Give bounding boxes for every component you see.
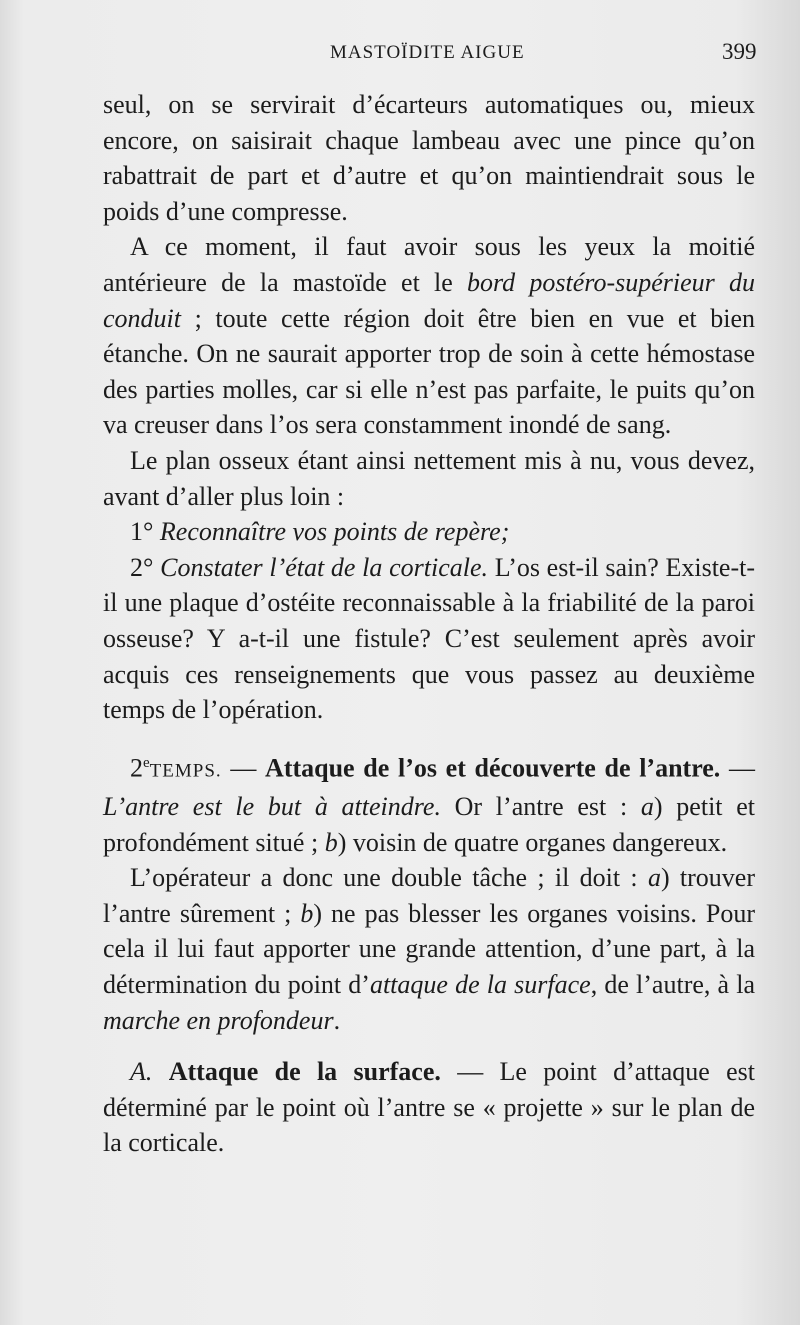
list-number-1: 1° (130, 517, 154, 547)
page-header (0, 39, 800, 72)
paragraph-7-text-4: , de l’autre, à la (590, 969, 755, 999)
paragraph-2 (103, 229, 755, 443)
list-item-1-text: Reconnaître vos points de repère; (159, 517, 510, 547)
subsection-label: A. (130, 1057, 153, 1087)
paragraph-7-emphasis-2: marche en profondeur (103, 1005, 334, 1035)
paragraph-5 (103, 550, 755, 728)
paragraph-7-text-3: ) ne pas blesser les organes voisins. Pour cela il lui faut apporter une grande attention, d’une part, à la détermination du point d’ (103, 898, 755, 999)
paragraph-2-text-a: A ce moment, il faut avoir sous les yeux la moitié antérieure de la mastoïde et le (103, 232, 755, 297)
section-label-a: a (640, 791, 654, 821)
paragraph-7-text-2: ) trouver l’antre sûrement ; (103, 863, 755, 928)
section-label-b: b (324, 827, 338, 857)
paragraph-3: Le plan osseux étant ainsi nettement mis à nu, vous devez, avant d’aller plus loin : (103, 445, 755, 511)
temps-dash-2: — (720, 753, 755, 783)
temps-number: 2 (130, 753, 143, 783)
subsection-text: — Le point d’attaque est déterminé par le point où l’antre se « projette » sur le plan de la corticale. (103, 1057, 756, 1158)
temps-label: TEMPS. (149, 760, 222, 782)
body-text (103, 87, 755, 1161)
paragraph-4 (103, 514, 755, 550)
paragraph-7 (103, 860, 755, 1038)
list-item-2-text: L’os est-il sain? Existe-t-il une plaque d’ostéite reconnaissable à la friabilité de la paroi osseuse? Y a-t-il une fistule? C’est seulement après avoir acquis ces renseignements que vous passez au deuxième temps de l’opération. (103, 552, 756, 725)
section-text-2: ) petit et profondément situé ; (103, 791, 755, 857)
section-temps-2 (103, 746, 755, 860)
paragraph-1: seul, on se servirait d’écarteurs automatiques ou, mieux encore, on saisirait chaque lambeau avec une pince qu’on rabattrait de part et d’autre et qu’on maintiendrait sous le poids d’une compresse. (103, 90, 755, 226)
paragraph-2-emphasis: bord postéro-supérieur du conduit (103, 267, 756, 333)
list-item-2-emphasis: Constater l’état de la corticale. (160, 552, 489, 582)
running-title: MASTOÏDITE AIGUE (330, 42, 525, 63)
section-text-1: Or l’antre est : (440, 791, 641, 821)
paragraph-7-text-5: . (333, 1005, 341, 1035)
section-text-3: ) voisin de quatre organes dangereux. (337, 827, 728, 857)
subsection-a (103, 1054, 755, 1161)
list-number-2: 2° (130, 552, 154, 582)
paragraph-7-label-b: b (300, 898, 314, 928)
section-emphasis: L’antre est le but à atteindre. (103, 791, 441, 821)
page-number: 399 (722, 39, 757, 64)
paragraph-2-text-c: ; toute cette région doit être bien en vue et bien étanche. On ne saurait apporter trop de soin à cette hémostase des parties molles, car si elle n’est pas parfaite, le puits qu’on va creuser dans l’os sera constamment inondé de sang. (103, 303, 755, 440)
paragraph-7-label-a: a (647, 863, 661, 893)
temps-superscript: e (143, 754, 150, 771)
paragraph-7-text-1: L’opérateur a donc une double tâche ; il doit : (130, 863, 648, 893)
paragraph-7-emphasis-1: attaque de la surface (369, 969, 591, 999)
section-heading: Attaque de l’os et découverte de l’antre. (265, 753, 721, 783)
subsection-heading: Attaque de la surface. (168, 1057, 441, 1087)
temps-dash: — (221, 753, 266, 783)
